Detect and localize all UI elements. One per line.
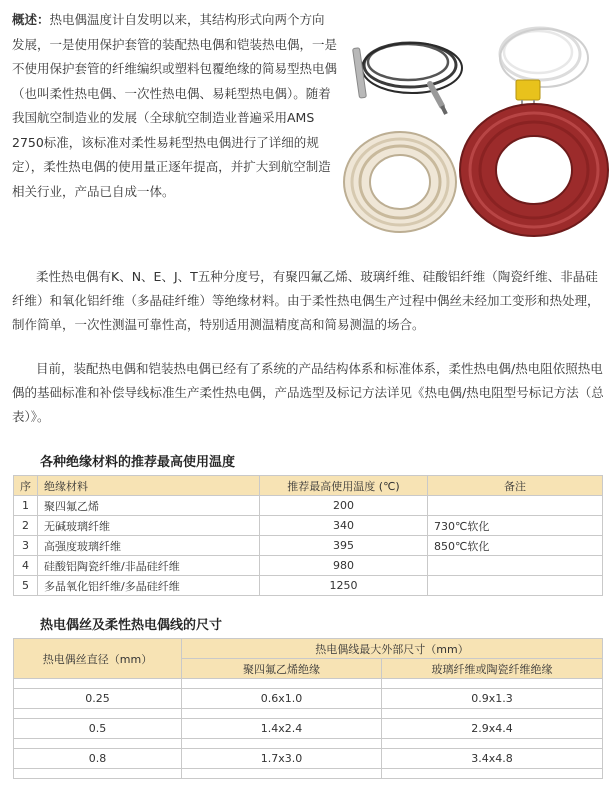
intro-lead: 概述：	[12, 12, 50, 27]
cell-fiber-size: 0.9x1.3	[382, 689, 603, 709]
cell-ptfe-size: 1.4x2.4	[182, 719, 382, 739]
insulation-temperature-table	[13, 475, 603, 596]
cell-index: 4	[14, 556, 38, 576]
table-spacer-row	[14, 739, 603, 749]
cell-max-temp: 340	[260, 516, 428, 536]
intro-text: 热电偶温度计自发明以来，其结构形式向两个方向发展，一是使用保护套管的装配热电偶和铠装热电偶，一是不使用保护套管的纤维编织或塑料包覆绝缘的简易型热电偶（也叫柔性热电偶、一次性热电偶、易耗型热电偶）。随着我国航空制造业的发展（全球航空制造业普遍采用AMS 2750标准，该标准对柔性易耗型热电偶进行了详细的规定），柔性热电偶的使用量正逐年提高，并扩大到航空制造相关行业，产品已自成一体。	[12, 12, 338, 199]
col-header-group-max-size: 热电偶线最大外部尺寸（mm）	[182, 639, 603, 659]
col-header-material: 绝缘材料	[38, 476, 260, 496]
fiberglass-coil-image	[344, 132, 456, 232]
table-spacer-row	[14, 769, 603, 779]
table-row	[14, 536, 603, 556]
col-header-max-temp: 推荐最高使用温度 (℃)	[260, 476, 428, 496]
cell-remark: 730℃软化	[428, 516, 603, 536]
cell-remark	[428, 496, 603, 516]
cell-material: 硅酸铝陶瓷纤维/非晶硅纤维	[38, 556, 260, 576]
cell-ptfe-size: 1.7x3.0	[182, 749, 382, 769]
table-spacer-row	[14, 679, 603, 689]
cell-remark	[428, 576, 603, 596]
table-spacer-row	[14, 709, 603, 719]
paragraph-standards: 目前，装配热电偶和铠装热电偶已经有了系统的产品结构体系和标准体系，柔性热电偶/热电阻依照热电偶的基础标准和补偿导线标准生产柔性热电偶，产品选型及标记方法详见《热电偶/热电阻型号标记方法（总表）》。	[12, 361, 604, 424]
cell-ptfe-size: 0.6x1.0	[182, 689, 382, 709]
col-header-wire-diameter: 热电偶丝直径（mm）	[14, 639, 182, 679]
white-cable-connector-image	[500, 28, 588, 110]
paragraph-insulation: 柔性热电偶有K、N、E、J、T五种分度号，有聚四氟乙烯、玻璃纤维、硅酸铝纤维（陶瓷纤维、非晶硅纤维）和氧化铝纤维（多晶硅纤维）等绝缘材料。由于柔性热电偶生产过程中偶丝未经加工变形和热处理，制作简单，一次性测温可靠性高，特别适用测温精度高和简易测温的场合。	[12, 269, 600, 332]
table-header-row	[14, 476, 603, 496]
intro-paragraph	[12, 8, 337, 204]
cell-max-temp: 1250	[260, 576, 428, 596]
cell-remark	[428, 556, 603, 576]
black-probe-cable-image	[353, 43, 462, 114]
table-row	[14, 689, 603, 709]
cell-index: 1	[14, 496, 38, 516]
cell-max-temp: 980	[260, 556, 428, 576]
product-photos	[338, 10, 610, 242]
red-insulated-coil-image	[460, 104, 608, 236]
cell-max-temp: 395	[260, 536, 428, 556]
cell-fiber-size: 3.4x4.8	[382, 749, 603, 769]
cell-wire-diameter: 0.8	[14, 749, 182, 769]
cell-remark: 850℃软化	[428, 536, 603, 556]
col-header-ptfe: 聚四氟乙烯绝缘	[182, 659, 382, 679]
cell-index: 2	[14, 516, 38, 536]
table1-title: 各种绝缘材料的推荐最高使用温度	[40, 455, 236, 470]
cell-index: 5	[14, 576, 38, 596]
cell-material: 无碱玻璃纤维	[38, 516, 260, 536]
table2-title: 热电偶丝及柔性热电偶线的尺寸	[40, 618, 223, 633]
col-header-index: 序	[14, 476, 38, 496]
cell-material: 聚四氟乙烯	[38, 496, 260, 516]
cell-material: 多晶氧化铝纤维/多晶硅纤维	[38, 576, 260, 596]
table-row	[14, 516, 603, 536]
thermocouple-size-table	[13, 638, 603, 779]
cell-fiber-size: 2.9x4.4	[382, 719, 603, 739]
cell-wire-diameter: 0.5	[14, 719, 182, 739]
cell-max-temp: 200	[260, 496, 428, 516]
table-row	[14, 576, 603, 596]
table-row	[14, 556, 603, 576]
table-row	[14, 496, 603, 516]
cell-index: 3	[14, 536, 38, 556]
table-row	[14, 719, 603, 739]
col-header-fiber: 玻璃纤维或陶瓷纤维绝缘	[382, 659, 603, 679]
cell-wire-diameter: 0.25	[14, 689, 182, 709]
col-header-remark: 备注	[428, 476, 603, 496]
table-header-row	[14, 639, 603, 659]
table-row	[14, 749, 603, 769]
cell-material: 高强度玻璃纤维	[38, 536, 260, 556]
